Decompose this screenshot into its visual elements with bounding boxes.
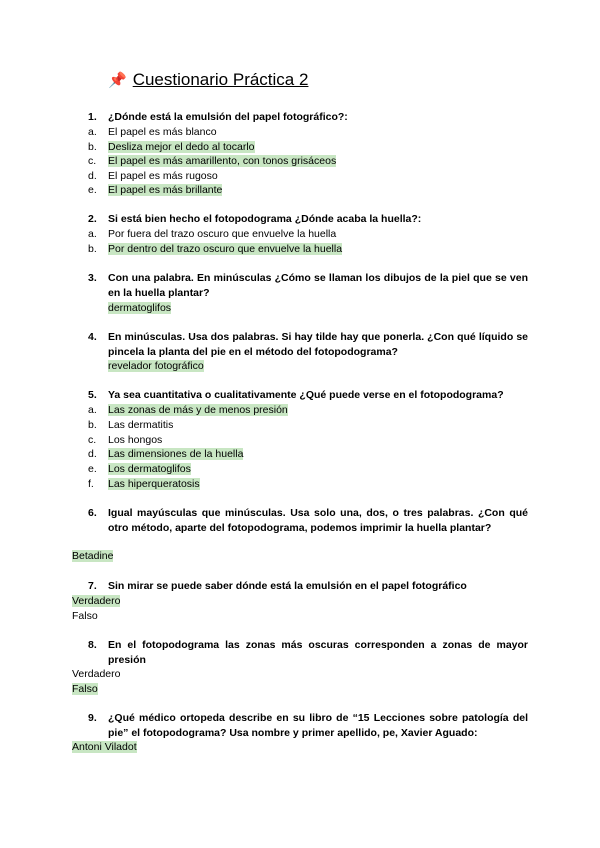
option-text-correct: Las dimensiones de la huella (108, 448, 244, 460)
question-8 (88, 638, 528, 668)
option-1c (88, 154, 336, 168)
option-text: El papel es más blanco (108, 126, 217, 138)
choice-text: Falso (72, 610, 98, 622)
choice-text-correct: Verdadero (72, 595, 121, 607)
option-text: Los hongos (108, 433, 163, 446)
question-text: En el fotopodograma las zonas más oscuras corresponden a zonas de mayor presión (108, 639, 528, 666)
title-text: Cuestionario Práctica 2 (132, 70, 309, 89)
question-number: 4. (88, 331, 97, 343)
option-text-correct: Desliza mejor el dedo al tocarlo (108, 140, 255, 153)
option-text-correct: El papel es más amarillento, con tonos grisáceos (108, 155, 337, 167)
choice-text: Verdadero (72, 668, 121, 680)
choice-7-true (72, 594, 120, 608)
question-6 (88, 506, 528, 536)
answer-text: revelador fotográfico (108, 360, 204, 372)
option-5b (88, 418, 173, 432)
option-5e (88, 462, 191, 476)
answer-text: Betadine (72, 550, 114, 562)
option-letter: c. (88, 433, 97, 446)
question-3 (88, 271, 528, 301)
answer-9 (72, 740, 137, 754)
question-text: ¿Dónde está la emulsión del papel fotográfico?: (108, 111, 348, 123)
option-letter: b. (88, 140, 97, 153)
option-5f (88, 477, 200, 491)
answer-6 (72, 549, 113, 563)
option-5d (88, 447, 243, 461)
option-text-correct: Por dentro del trazo oscuro que envuelve la huella (108, 243, 343, 255)
option-letter: d. (88, 448, 97, 460)
choice-7-false (72, 609, 98, 623)
question-text: ¿Qué médico ortopeda describe en su libro de “15 Lecciones sobre patología del pie” el fotopodograma? Usa nombre y primer apellido, pe, Xavier Aguado: (108, 712, 528, 739)
option-2b (88, 242, 342, 256)
option-letter: f. (88, 478, 94, 490)
option-text-correct: Las hiperqueratosis (108, 478, 200, 490)
choice-8-false (72, 682, 98, 696)
choice-text-correct: Falso (72, 683, 98, 695)
option-1b (88, 140, 255, 154)
question-text: Con una palabra. En minúsculas ¿Cómo se llaman los dibujos de la piel que se ven en la huella plantar? (108, 272, 528, 299)
answer-3 (108, 301, 171, 315)
option-letter: b. (88, 243, 97, 255)
question-2 (88, 212, 528, 227)
question-number: 7. (88, 580, 97, 592)
question-1 (88, 110, 528, 125)
question-number: 8. (88, 639, 97, 651)
question-4 (88, 330, 528, 360)
question-number: 3. (88, 272, 97, 284)
option-text: El papel es más rugoso (108, 169, 218, 182)
option-text-correct: El papel es más brillante (108, 184, 223, 196)
question-text: En minúsculas. Usa dos palabras. Si hay tilde hay que ponerla. ¿Con qué líquido se pincela la planta del pie en el método del fotopodograma? (108, 331, 528, 358)
question-9 (88, 711, 528, 741)
option-text: Por fuera del trazo oscuro que envuelve la huella (108, 228, 337, 240)
question-number: 5. (88, 389, 97, 401)
option-letter: a. (88, 126, 97, 138)
option-5c (88, 433, 162, 447)
option-letter: a. (88, 228, 97, 240)
choice-8-true (72, 667, 120, 681)
option-letter: a. (88, 404, 97, 416)
question-text: Sin mirar se puede saber dónde está la emulsión en el papel fotográfico (108, 580, 467, 592)
question-7 (88, 579, 528, 594)
option-2a (88, 227, 336, 241)
option-text-correct: Los dermatoglifos (108, 463, 191, 475)
question-number: 2. (88, 213, 97, 225)
pushpin-icon: 📌 (108, 72, 127, 89)
answer-text: dermatoglifos (108, 302, 172, 314)
option-1a (88, 125, 217, 139)
option-letter: e. (88, 463, 97, 475)
option-1e (88, 183, 222, 197)
option-1d (88, 169, 218, 183)
option-text: Las dermatitis (108, 419, 174, 431)
option-letter: e. (88, 184, 97, 196)
question-text: Igual mayúsculas que minúsculas. Usa solo una, dos, o tres palabras. ¿Con qué otro método, aparte del fotopodograma, podemos imprimir la huella plantar? (108, 507, 528, 534)
question-number: 1. (88, 111, 97, 123)
question-text: Ya sea cuantitativa o cualitativamente ¿Qué puede verse en el fotopodograma? (108, 389, 504, 401)
answer-text: Antoni Viladot (72, 741, 137, 753)
question-text: Si está bien hecho el fotopodograma ¿Dónde acaba la huella?: (108, 213, 422, 225)
question-number: 9. (88, 712, 97, 724)
option-letter: c. (88, 155, 97, 167)
option-letter: d. (88, 169, 97, 182)
question-5 (88, 388, 528, 403)
option-text-correct: Las zonas de más y de menos presión (108, 404, 288, 416)
document-title (108, 70, 308, 90)
answer-4 (108, 359, 204, 373)
option-5a (88, 403, 288, 417)
question-number: 6. (88, 507, 97, 519)
option-letter: b. (88, 419, 97, 431)
